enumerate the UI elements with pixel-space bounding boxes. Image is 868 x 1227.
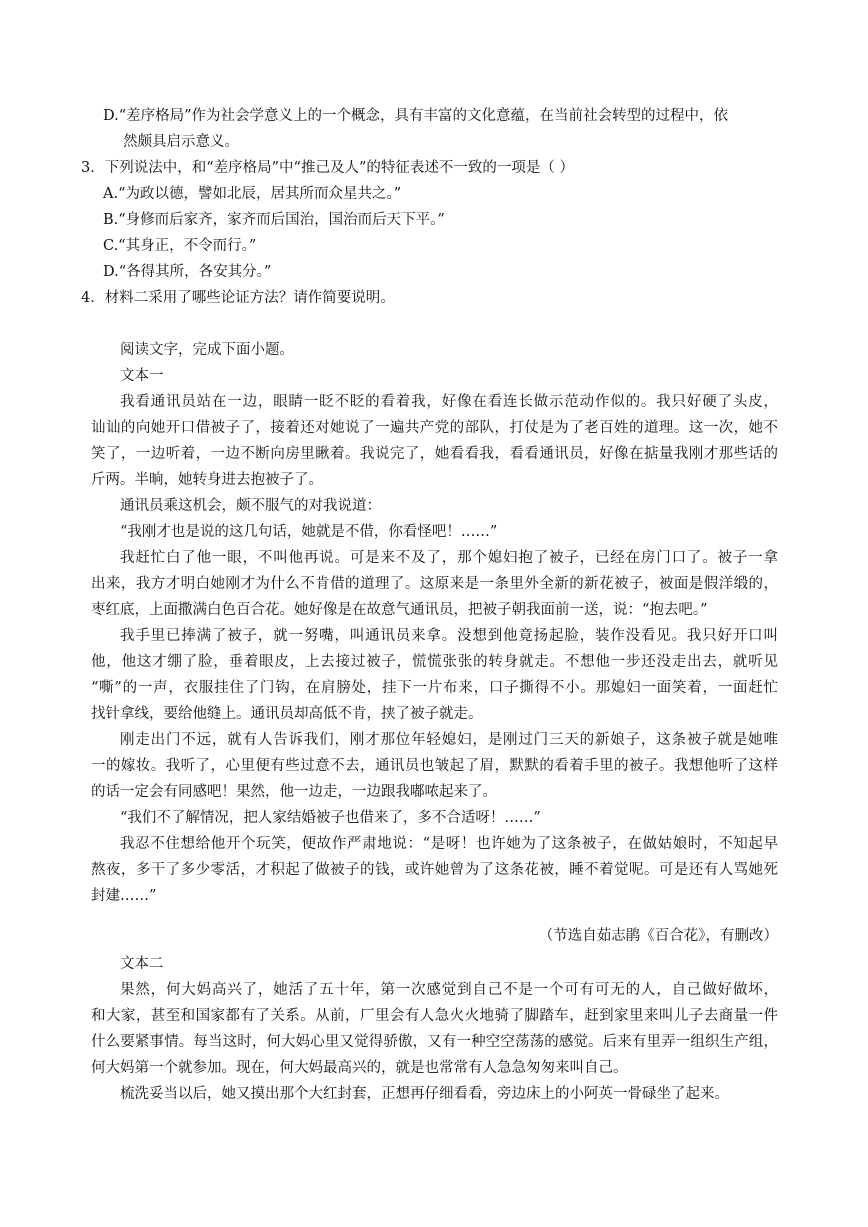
paragraph-line: 出来，我方才明白她刚才为什么不肯借的道理了。这原来是一条里外全新的新花被子，被面是假洋缎的， (91, 576, 778, 592)
paragraph-line: 何大妈第一个就参加。现在，何大妈最高兴的，就是也常常有人急急匆匆来叫自己。 (91, 1060, 628, 1076)
question-3-option-c: C.“其身正，不令而行。” (103, 238, 257, 254)
paragraph-line: 通讯员乘这机会，颇不服气的对我说道： (120, 498, 381, 514)
reading-instruction: 阅读文字，完成下面小题。 (120, 342, 294, 358)
paragraph-line: 讪讪的向她开口借被子了，接着还对她说了一遍共产党的部队，打仗是为了老百姓的道理。这一次，她不 (91, 420, 778, 436)
question-4-stem: 4．材料二采用了哪些论证方法？请作简要说明。 (81, 290, 395, 306)
paragraph-line: “我刚才也是说的这几句话，她就是不借，你看怪吧！……” (120, 524, 498, 540)
paragraph-line: 和大家，甚至和国家都有了关系。从前，厂里会有人急火火地骑了脚踏车，赶到家里来叫儿子去商量一件 (91, 1008, 778, 1024)
paragraph-line: 我看通讯员站在一边，眼睛一眨不眨的看着我，好像在看连长做示范动作似的。我只好硬了头皮， (120, 394, 778, 410)
paragraph-line: 梳洗妥当以后，她又摸出那个大红封套，正想再仔细看看，旁边床上的小阿英一骨碌坐了起来。 (120, 1086, 729, 1102)
paragraph-line: 枣红底，上面撒满白色百合花。她好像是在故意气通讯员，把被子朝我面前一送，说：“抱去吧。” (91, 602, 708, 618)
option-d-prev-line2: 然颇具启示意义。 (123, 134, 239, 150)
paragraph-line: 果然，何大妈高兴了，她活了五十年，第一次感觉到自己不是一个可有可无的人，自己做好做坏， (120, 982, 778, 998)
paragraph-line: 我忍不住想给他开个玩笑，便故作严肃地说：“是呀！也许她为了这条被子，在做姑娘时，不知起早 (120, 836, 778, 852)
question-3-stem: 3．下列说法中，和“差序格局”中“推己及人”的特征表述不一致的一项是（ ） (81, 160, 574, 176)
paragraph-line: “嘶”的一声，衣服挂住了门钩，在肩膀处，挂下一片布来，口子撕得不小。那媳妇一面笑着，一面赶忙 (91, 680, 778, 696)
paragraph-line: 封建……” (91, 888, 157, 904)
paragraph-line: 一的嫁妆。我听了，心里便有些过意不去，通讯员也皱起了眉，默默的看着手里的被子。我想他听了这样 (91, 758, 778, 774)
option-d-prev-line1: D.“差序格局”作为社会学意义上的一个概念，具有丰富的文化意蕴，在当前社会转型的过程中，依 (103, 108, 729, 124)
paragraph-line: 熬夜，多干了多少零活，才积起了做被子的钱，或许她曾为了这条花被，睡不着觉呢。可是还有人骂她死 (91, 862, 778, 878)
paragraph-line: 我手里已捧满了被子，就一努嘴，叫通讯员来拿。没想到他竟扬起脸，装作没看见。我只好开口叫 (120, 628, 778, 644)
paragraph-line: 的话一定会有同感吧！果然，他一边走，一边跟我嘟哝起来了。 (91, 784, 497, 800)
text1-title: 文本一 (120, 368, 164, 384)
question-3-option-b: B.“身修而后家齐，家齐而后国治，国治而后天下平。” (103, 212, 445, 228)
paragraph-line: 笑了，一边听着，一边不断向房里瞅着。我说完了，她看看我，看看通讯员，好像在掂量我刚才那些话的 (91, 446, 778, 462)
paragraph-line: 刚走出门不远，就有人告诉我们，刚才那位年轻媳妇，是刚过门三天的新娘子，这条被子就是她唯 (120, 732, 778, 748)
paragraph-line: 他，他这才绷了脸，垂着眼皮，上去接过被子，慌慌张张的转身就走。不想他一步还没走出去，就听见 (91, 654, 778, 670)
question-3-option-a: A.“为政以德，譬如北辰，居其所而众星共之。” (103, 186, 402, 202)
source-citation: （节选自茹志鹃《百合花》，有删改） (538, 928, 778, 944)
question-3-option-d: D.“各得其所，各安其分。” (103, 264, 272, 280)
paragraph-line: 斤两。半晌，她转身进去抱被子了。 (91, 472, 323, 488)
paragraph-line: “我们不了解情况，把人家结婚被子也借来了，多不合适呀！……” (120, 810, 541, 826)
paragraph-line: 什么要紧事情。每当这时，何大妈心里又觉得骄傲，又有一种空空荡荡的感觉。后来有里弄一组织生产组， (91, 1034, 778, 1050)
text2-title: 文本二 (120, 956, 164, 972)
paragraph-line: 找针拿线，要给他缝上。通讯员却高低不肯，挟了被子就走。 (91, 706, 483, 722)
paragraph-line: 我赶忙白了他一眼，不叫他再说。可是来不及了，那个媳妇抱了被子，已经在房门口了。被子一拿 (120, 550, 778, 566)
